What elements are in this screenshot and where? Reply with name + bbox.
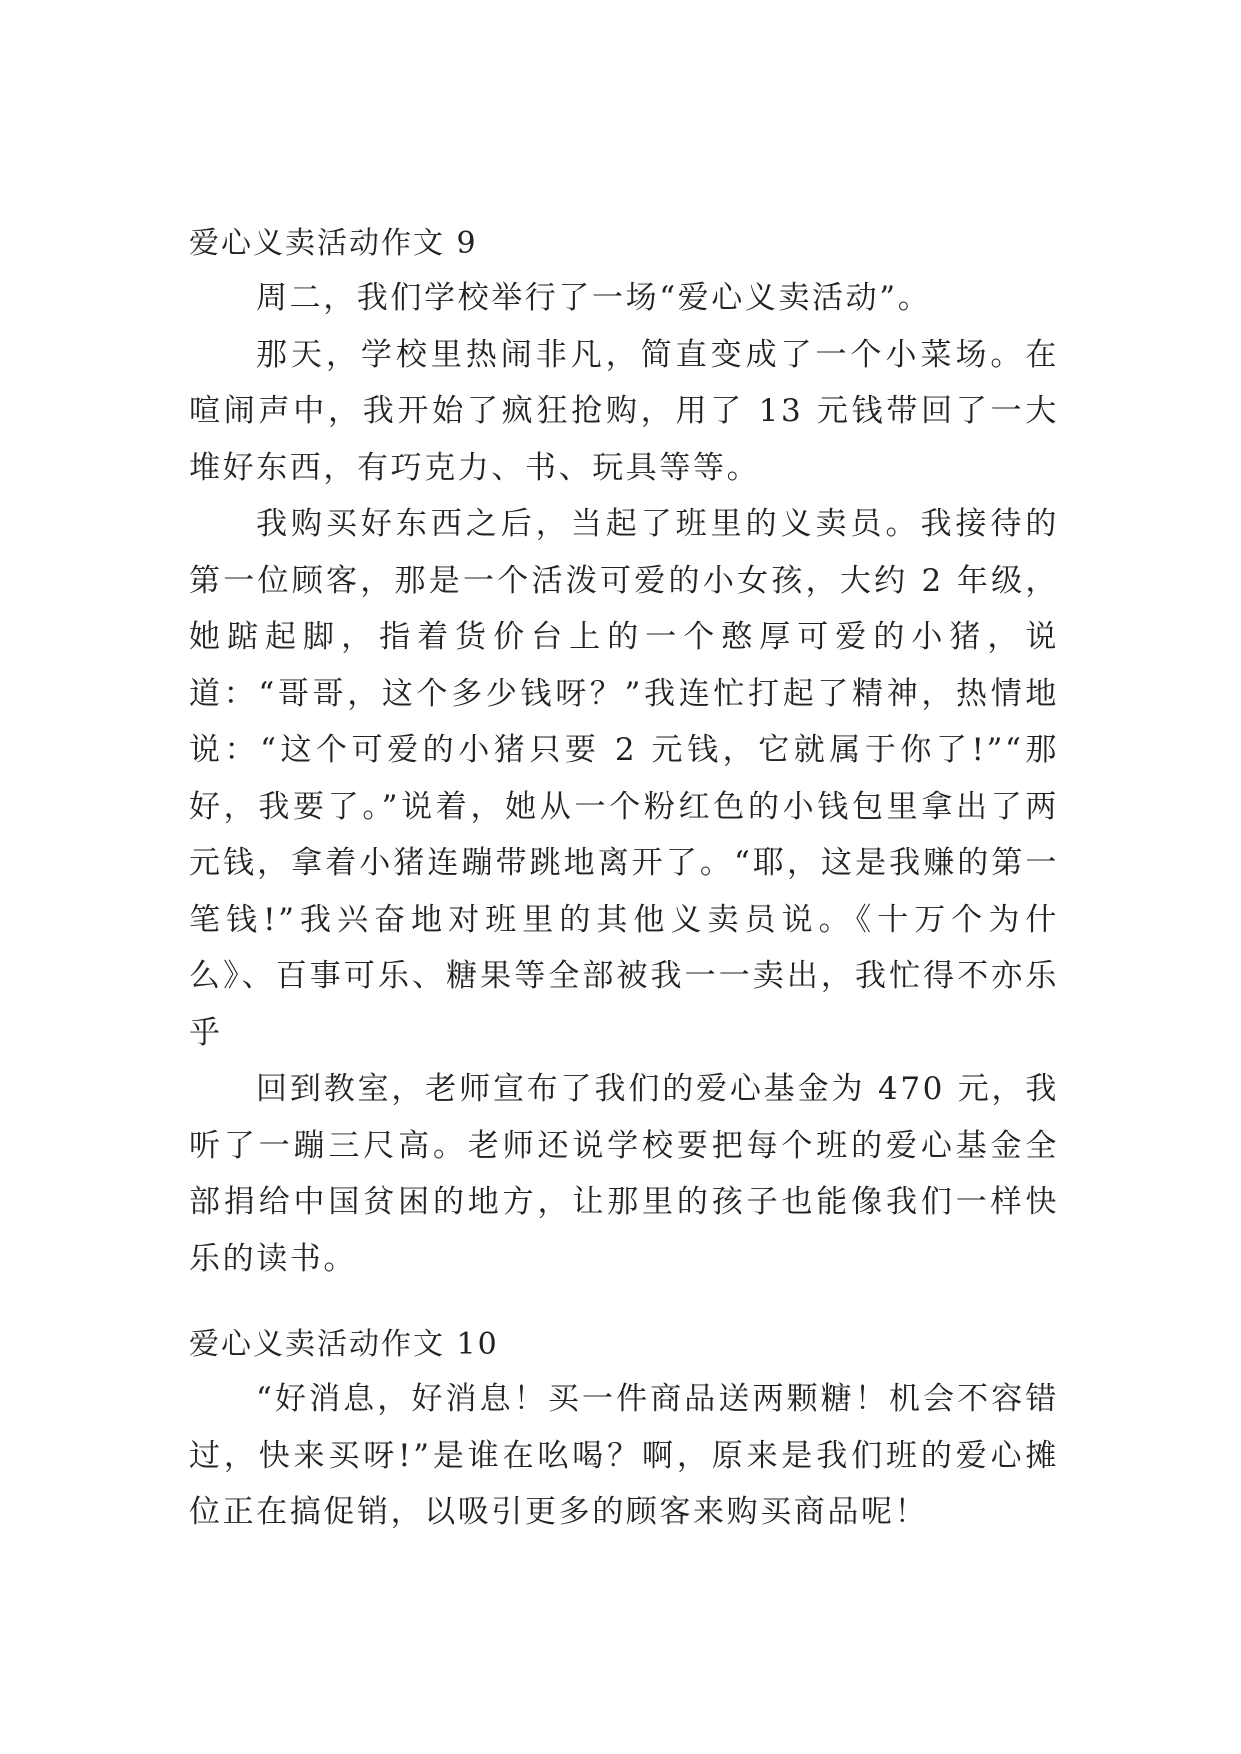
paragraph: “好消息，好消息！买一件商品送两颗糖！机会不容错过，快来买呀!”是谁在吆喝？啊，原来是我们班的爱心摊位正在搞促销，以吸引更多的顾客来购买商品呢！ bbox=[189, 1381, 1059, 1530]
paragraph: 回到教室，老师宣布了我们的爱心基金为 470 元，我听了一蹦三尺高。老师还说学校要把每个班的爱心基金全部捐给中国贫困的地方，让那里的孩子也能像我们一样快乐的读书。 bbox=[189, 1071, 1059, 1277]
paragraph: 周二，我们学校举行了一场“爱心义卖活动”。 bbox=[256, 280, 932, 316]
section-title-10: 爱心义卖活动作文 10 bbox=[189, 1327, 499, 1362]
section-title-9: 爱心义卖活动作文 9 bbox=[189, 226, 478, 261]
section-body-9 bbox=[189, 270, 1059, 1287]
section-body-10 bbox=[189, 1371, 1059, 1541]
paragraph: 我购买好东西之后，当起了班里的义卖员。我接待的第一位顾客，那是一个活泼可爱的小女孩，大约 2 年级，她踮起脚，指着货价台上的一个憨厚可爱的小猪，说道：“哥哥，这个多少钱呀？”我连忙打起了精神，热情地说：“这个可爱的小猪只要 2 元钱，它就属于你了!”“那好，我要了。”说着，她从一个粉红色的小钱包里拿出了两元钱，拿着小猪连蹦带跳地离开了。“耶，这是我赚的第一笔钱!”我兴奋地对班里的其他义卖员说。《十万个为什么》、百事可乐、糖果等全部被我一一卖出，我忙得不亦乐乎 bbox=[189, 506, 1059, 1051]
paragraph: 那天，学校里热闹非凡，简直变成了一个小菜场。在喧闹声中，我开始了疯狂抢购，用了 13 元钱带回了一大堆好东西，有巧克力、书、玩具等等。 bbox=[189, 336, 1059, 486]
